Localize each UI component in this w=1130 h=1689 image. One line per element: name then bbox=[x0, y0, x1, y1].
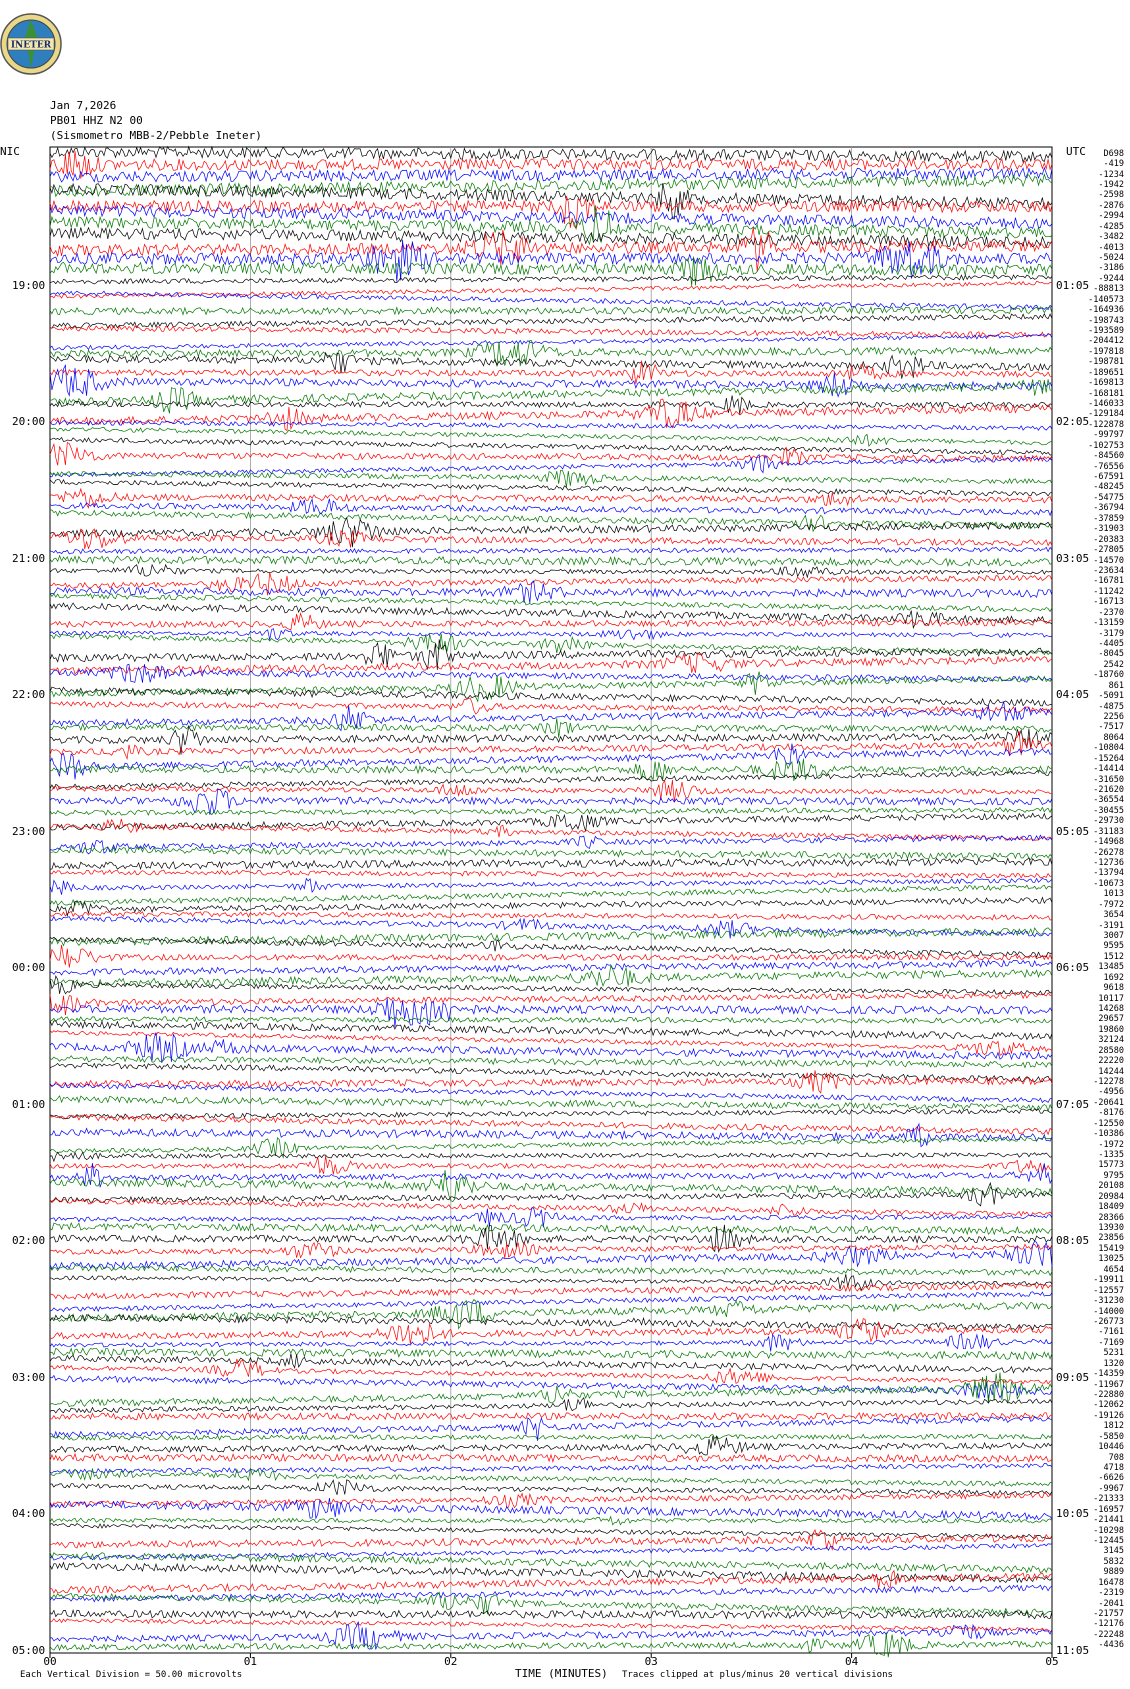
trace-offset-label: 9889 bbox=[1103, 1567, 1124, 1578]
trace-line bbox=[50, 992, 1052, 1015]
trace-offset-label: -10804 bbox=[1093, 743, 1124, 754]
trace-offset-label: 14244 bbox=[1098, 1066, 1124, 1077]
trace-offset-label: -29730 bbox=[1093, 816, 1124, 827]
trace-line bbox=[50, 529, 1052, 549]
trace-line bbox=[50, 1354, 1052, 1373]
trace-offset-label: 2256 bbox=[1103, 711, 1124, 722]
trace-offset-label: -12176 bbox=[1093, 1619, 1124, 1630]
trace-line bbox=[50, 421, 1052, 431]
trace-line bbox=[50, 1124, 1052, 1147]
trace-line bbox=[50, 1544, 1052, 1560]
trace-offset-label: -1335 bbox=[1098, 1150, 1124, 1161]
trace-line bbox=[50, 361, 1052, 384]
trace-offset-label: -1972 bbox=[1098, 1139, 1124, 1150]
trace-offset-label: -9967 bbox=[1098, 1483, 1124, 1494]
right-hour-label: 10:05 bbox=[1056, 1507, 1090, 1521]
trace-offset-label: -2876 bbox=[1098, 200, 1124, 211]
trace-offset-label: -198781 bbox=[1088, 357, 1124, 368]
trace-line bbox=[50, 291, 1052, 309]
trace-offset-label: 4654 bbox=[1103, 1264, 1124, 1275]
trace-line bbox=[50, 1152, 1052, 1161]
right-hour-label: 09:05 bbox=[1056, 1370, 1090, 1384]
trace-offset-label: -12557 bbox=[1093, 1285, 1124, 1296]
trace-offset-label: -8045 bbox=[1098, 649, 1124, 660]
trace-offset-label: -21757 bbox=[1093, 1608, 1124, 1619]
trace-offset-label: -193589 bbox=[1088, 326, 1124, 337]
trace-line bbox=[50, 1413, 1052, 1420]
trace-line bbox=[50, 1480, 1052, 1495]
trace-line bbox=[50, 314, 1052, 329]
trace-offset-label: -2598 bbox=[1098, 190, 1124, 201]
trace-offset-label: 28580 bbox=[1098, 1045, 1124, 1056]
trace-offset-label: 2542 bbox=[1103, 659, 1124, 670]
trace-line bbox=[50, 275, 1052, 284]
trace-offset-label: 10446 bbox=[1098, 1442, 1124, 1453]
trace-offset-label: -30455 bbox=[1093, 805, 1124, 816]
trace-offset-label: 13025 bbox=[1098, 1254, 1124, 1265]
trace-line bbox=[50, 1464, 1052, 1474]
trace-line bbox=[50, 1619, 1052, 1632]
trace-offset-label: -7161 bbox=[1098, 1327, 1124, 1338]
trace-offset-label: 15419 bbox=[1098, 1243, 1124, 1254]
trace-line bbox=[50, 1563, 1052, 1583]
trace-line bbox=[50, 634, 1052, 655]
trace-line bbox=[50, 629, 1052, 640]
trace-line bbox=[50, 966, 1052, 987]
logo-text: INETER bbox=[10, 40, 52, 51]
trace-offset-label: -4875 bbox=[1098, 701, 1124, 712]
instrument-label: (Sismometro MBB-2/Pebble Ineter) bbox=[50, 129, 262, 142]
left-hour-label: 00:00 bbox=[12, 961, 46, 975]
trace-offset-label: -2319 bbox=[1098, 1588, 1124, 1599]
trace-offset-label: -19911 bbox=[1093, 1275, 1124, 1286]
left-hour-label: 03:00 bbox=[12, 1370, 46, 1384]
trace-offset-label: -4285 bbox=[1098, 221, 1124, 232]
trace-offset-label: -22880 bbox=[1093, 1389, 1124, 1400]
trace-offset-label: -14000 bbox=[1093, 1306, 1124, 1317]
trace-offset-label: -84560 bbox=[1093, 451, 1124, 462]
left-hour-label: 21:00 bbox=[12, 551, 46, 565]
left-hour-label: 22:00 bbox=[12, 688, 46, 702]
trace-offset-label: -16781 bbox=[1093, 576, 1124, 587]
trace-line bbox=[50, 341, 1052, 367]
trace-line bbox=[50, 1021, 1052, 1040]
trace-offset-label: -168181 bbox=[1088, 388, 1124, 399]
left-hour-label: 04:00 bbox=[12, 1507, 46, 1521]
trace-offset-label: -146033 bbox=[1088, 399, 1124, 410]
trace-offset-label: -88813 bbox=[1093, 284, 1124, 295]
trace-offset-label: -204412 bbox=[1088, 336, 1124, 347]
trace-offset-label: -31650 bbox=[1093, 774, 1124, 785]
trace-line bbox=[50, 718, 1052, 737]
trace-line bbox=[50, 307, 1052, 315]
trace-offset-label: -19126 bbox=[1093, 1410, 1124, 1421]
trace-offset-label: 13485 bbox=[1098, 962, 1124, 973]
trace-offset-label: 1812 bbox=[1103, 1421, 1124, 1432]
trace-offset-label: 13930 bbox=[1098, 1223, 1124, 1234]
trace-offset-label: -12062 bbox=[1093, 1400, 1124, 1411]
trace-offset-label: -8176 bbox=[1098, 1108, 1124, 1119]
left-hour-label: 05:00 bbox=[12, 1644, 46, 1657]
right-hour-label: 02:05 bbox=[1056, 415, 1090, 429]
trace-line bbox=[50, 1315, 1052, 1330]
trace-line bbox=[50, 702, 1052, 731]
trace-offset-label: -2994 bbox=[1098, 211, 1124, 222]
trace-line bbox=[50, 565, 1052, 578]
trace-offset-label: -122878 bbox=[1088, 419, 1124, 430]
x-tick-label: 04 bbox=[844, 1655, 859, 1668]
trace-offset-label: 4718 bbox=[1103, 1462, 1124, 1473]
trace-line bbox=[50, 1359, 1052, 1384]
trace-offset-label: -198743 bbox=[1088, 315, 1124, 326]
trace-offset-label: -20383 bbox=[1093, 534, 1124, 545]
trace-offset-label: -10298 bbox=[1093, 1525, 1124, 1536]
trace-offset-label: -12736 bbox=[1093, 857, 1124, 868]
trace-offset-label: -197818 bbox=[1088, 346, 1124, 357]
trace-offset-label: -5091 bbox=[1098, 691, 1124, 702]
trace-offset-label: -13794 bbox=[1093, 868, 1124, 879]
trace-line bbox=[50, 1348, 1052, 1359]
trace-line bbox=[50, 1334, 1052, 1352]
trace-line bbox=[50, 813, 1052, 831]
trace-line bbox=[50, 1319, 1052, 1345]
right-hour-label: 07:05 bbox=[1056, 1097, 1090, 1111]
trace-offset-label: -7517 bbox=[1098, 722, 1124, 733]
trace-line bbox=[50, 945, 1052, 968]
trace-line bbox=[50, 790, 1052, 815]
trace-line bbox=[50, 1033, 1052, 1063]
trace-offset-label: -14414 bbox=[1093, 764, 1124, 775]
trace-offset-label: -26278 bbox=[1093, 847, 1124, 858]
left-hour-label: 02:00 bbox=[12, 1234, 46, 1248]
left-hour-label: 23:00 bbox=[12, 824, 46, 838]
trace-line bbox=[50, 878, 1052, 894]
trace-offset-label: -31183 bbox=[1093, 826, 1124, 837]
trace-line bbox=[50, 1530, 1052, 1550]
trace-offset-label: -4956 bbox=[1098, 1087, 1124, 1098]
x-tick-label: 03 bbox=[644, 1655, 658, 1668]
trace-offset-label: 20984 bbox=[1098, 1191, 1124, 1202]
trace-offset-label: 14268 bbox=[1098, 1004, 1124, 1015]
trace-line bbox=[50, 858, 1052, 869]
trace-line bbox=[50, 147, 1052, 163]
trace-offset-label: -169813 bbox=[1088, 378, 1124, 389]
trace-line bbox=[50, 1498, 1052, 1520]
right-timezone-label: UTC bbox=[1066, 145, 1086, 158]
trace-offset-label: -76556 bbox=[1093, 461, 1124, 472]
trace-offset-label: -12278 bbox=[1093, 1077, 1124, 1088]
trace-offset-label: -5850 bbox=[1098, 1431, 1124, 1442]
x-tick-label: 01 bbox=[243, 1655, 258, 1668]
trace-offset-label: 20108 bbox=[1098, 1181, 1124, 1192]
trace-offset-label: -36554 bbox=[1093, 795, 1124, 806]
trace-offset-label: 3654 bbox=[1103, 910, 1124, 921]
trace-line bbox=[50, 672, 1052, 702]
trace-line bbox=[50, 281, 1052, 298]
trace-offset-label: 5231 bbox=[1103, 1348, 1124, 1359]
trace-line bbox=[50, 443, 1052, 466]
trace-offset-label: 22220 bbox=[1098, 1056, 1124, 1067]
trace-offset-label: -4405 bbox=[1098, 638, 1124, 649]
trace-line bbox=[50, 1493, 1052, 1508]
right-hour-label: 04:05 bbox=[1056, 688, 1090, 702]
trace-offset-label: 708 bbox=[1108, 1452, 1124, 1463]
trace-offset-label: 1512 bbox=[1103, 951, 1124, 962]
trace-line bbox=[50, 1266, 1052, 1276]
right-hour-label: 11:05 bbox=[1056, 1644, 1090, 1657]
trace-line bbox=[50, 819, 1052, 840]
trace-offset-label: -12550 bbox=[1093, 1118, 1124, 1129]
trace-offset-label: -14968 bbox=[1093, 837, 1124, 848]
trace-line bbox=[50, 556, 1052, 566]
trace-offset-label: 32124 bbox=[1098, 1035, 1124, 1046]
trace-offset-label: 29657 bbox=[1098, 1014, 1124, 1025]
right-hour-label: 01:05 bbox=[1056, 278, 1090, 292]
left-hour-label: 19:00 bbox=[12, 278, 46, 292]
trace-offset-label: 5832 bbox=[1103, 1556, 1124, 1567]
trace-line bbox=[50, 489, 1052, 508]
trace-offset-label: 1013 bbox=[1103, 889, 1124, 900]
trace-line bbox=[50, 807, 1052, 815]
trace-line bbox=[50, 1083, 1052, 1102]
x-axis-label: TIME (MINUTES) bbox=[515, 1667, 608, 1680]
trace-offset-label: 9595 bbox=[1103, 941, 1124, 952]
trace-offset-label: -419 bbox=[1103, 159, 1124, 170]
trace-line bbox=[50, 1163, 1052, 1187]
trace-line bbox=[50, 581, 1052, 603]
trace-line bbox=[50, 1622, 1052, 1650]
trace-line bbox=[50, 353, 1052, 379]
date-label: Jan 7,2026 bbox=[50, 99, 117, 112]
trace-offset-label: 8064 bbox=[1103, 732, 1124, 743]
trace-offset-label: -21620 bbox=[1093, 784, 1124, 795]
channel-label: PB01 HHZ N2 00 bbox=[50, 114, 143, 127]
trace-offset-label: -26773 bbox=[1093, 1316, 1124, 1327]
trace-offset-label: -7169 bbox=[1098, 1337, 1124, 1348]
trace-line bbox=[50, 1571, 1052, 1594]
trace-line bbox=[50, 613, 1052, 629]
trace-offset-label: -9244 bbox=[1098, 273, 1124, 284]
trace-offset-label: -16957 bbox=[1093, 1504, 1124, 1515]
left-timezone-label: NIC bbox=[0, 145, 20, 158]
trace-offset-label: -2041 bbox=[1098, 1598, 1124, 1609]
trace-line bbox=[50, 1434, 1052, 1440]
trace-offset-label: 23856 bbox=[1098, 1233, 1124, 1244]
trace-line bbox=[50, 1199, 1052, 1216]
trace-line bbox=[50, 687, 1052, 706]
trace-line bbox=[50, 1170, 1052, 1202]
trace-line bbox=[50, 911, 1052, 920]
trace-line bbox=[50, 1223, 1052, 1234]
trace-offset-label: -15264 bbox=[1093, 753, 1124, 764]
x-tick-label: 05 bbox=[1045, 1655, 1059, 1668]
trace-offset-label: -102753 bbox=[1088, 440, 1124, 451]
trace-line bbox=[50, 547, 1052, 554]
trace-offset-label: -6626 bbox=[1098, 1473, 1124, 1484]
trace-offset-label: -3191 bbox=[1098, 920, 1124, 931]
trace-offset-label: 19860 bbox=[1098, 1024, 1124, 1035]
trace-line bbox=[50, 780, 1052, 802]
trace-offset-label: 861 bbox=[1108, 680, 1124, 691]
trace-offset-label: -3482 bbox=[1098, 232, 1124, 243]
x-tick-label: 00 bbox=[43, 1655, 57, 1668]
right-hour-label: 03:05 bbox=[1056, 551, 1090, 565]
trace-offset-label: 28366 bbox=[1098, 1212, 1124, 1223]
x-tick-label: 02 bbox=[444, 1655, 458, 1668]
trace-offset-label: -22248 bbox=[1093, 1629, 1124, 1640]
trace-offset-label: 1692 bbox=[1103, 972, 1124, 983]
trace-line bbox=[50, 1096, 1052, 1111]
trace-offset-label: -36794 bbox=[1093, 503, 1124, 514]
left-hour-label: 01:00 bbox=[12, 1097, 46, 1111]
trace-offset-label: 1320 bbox=[1103, 1358, 1124, 1369]
trace-offset-label: -11242 bbox=[1093, 586, 1124, 597]
trace-line bbox=[50, 438, 1052, 456]
trace-line bbox=[50, 1517, 1052, 1525]
trace-line bbox=[50, 365, 1052, 396]
trace-line bbox=[50, 898, 1052, 916]
trace-offset-label: -10386 bbox=[1093, 1129, 1124, 1140]
trace-offset-label: -10673 bbox=[1093, 878, 1124, 889]
trace-offset-label: -99797 bbox=[1093, 430, 1124, 441]
trace-line bbox=[50, 885, 1052, 905]
trace-line bbox=[50, 937, 1052, 957]
trace-line bbox=[50, 257, 1052, 286]
trace-line bbox=[50, 427, 1052, 446]
trace-offset-label: -31230 bbox=[1093, 1296, 1124, 1307]
trace-offset-label: -189651 bbox=[1088, 367, 1124, 378]
trace-line bbox=[50, 480, 1052, 496]
trace-line bbox=[50, 1376, 1052, 1399]
trace-line bbox=[50, 1454, 1052, 1462]
trace-offset-label: -2370 bbox=[1098, 607, 1124, 618]
trace-offset-label: -31903 bbox=[1093, 524, 1124, 535]
trace-offset-label: 18409 bbox=[1098, 1202, 1124, 1213]
trace-line bbox=[50, 1283, 1052, 1299]
trace-offset-label: -54775 bbox=[1093, 492, 1124, 503]
trace-offset-label: -14570 bbox=[1093, 555, 1124, 566]
right-hour-label: 06:05 bbox=[1056, 961, 1090, 975]
trace-offset-label: -14359 bbox=[1093, 1369, 1124, 1380]
trace-line bbox=[50, 1585, 1052, 1602]
trace-offset-label: -1234 bbox=[1098, 169, 1124, 180]
trace-line bbox=[50, 928, 1052, 946]
trace-line bbox=[50, 698, 1052, 714]
trace-offset-label: -37859 bbox=[1093, 513, 1124, 524]
trace-offset-label: -129184 bbox=[1088, 409, 1124, 420]
clip-note: Traces clipped at plus/minus 20 vertical divisions bbox=[622, 1670, 893, 1680]
trace-offset-label: -27805 bbox=[1093, 545, 1124, 556]
trace-offset-label: -21333 bbox=[1093, 1494, 1124, 1505]
trace-offset-label: -164936 bbox=[1088, 305, 1124, 316]
trace-line bbox=[50, 1610, 1052, 1619]
trace-line bbox=[50, 1523, 1052, 1538]
trace-offset-label: -11967 bbox=[1093, 1379, 1124, 1390]
trace-offset-label: -13159 bbox=[1093, 618, 1124, 629]
trace-line bbox=[50, 205, 1052, 228]
right-hour-label: 05:05 bbox=[1056, 824, 1090, 838]
trace-line bbox=[50, 499, 1052, 516]
trace-offset-label: -7972 bbox=[1098, 899, 1124, 910]
trace-offset-label: 16478 bbox=[1098, 1577, 1124, 1588]
trace-offset-label: -18760 bbox=[1093, 670, 1124, 681]
trace-line bbox=[50, 395, 1052, 414]
trace-offset-label: -4436 bbox=[1098, 1640, 1124, 1651]
trace-offset-label: 15773 bbox=[1098, 1160, 1124, 1171]
trace-line bbox=[50, 1109, 1052, 1119]
trace-line bbox=[50, 960, 1052, 975]
trace-line bbox=[50, 1225, 1052, 1252]
trace-line bbox=[50, 835, 1052, 854]
trace-line bbox=[50, 870, 1052, 878]
trace-offset-label: -48245 bbox=[1093, 482, 1124, 493]
trace-line bbox=[50, 326, 1052, 337]
trace-offset-label: 9618 bbox=[1103, 983, 1124, 994]
trace-offset-label: -140573 bbox=[1088, 294, 1124, 305]
trace-offset-label: 9795 bbox=[1103, 1170, 1124, 1181]
trace-line bbox=[50, 168, 1052, 182]
trace-offset-label: -23634 bbox=[1093, 565, 1124, 576]
right-hour-label: 08:05 bbox=[1056, 1234, 1090, 1248]
trace-offset-label: -3179 bbox=[1098, 628, 1124, 639]
trace-offset-label: -1942 bbox=[1098, 180, 1124, 190]
trace-offset-label: -3186 bbox=[1098, 263, 1124, 274]
trace-line bbox=[50, 916, 1052, 938]
trace-offset-label: D698 bbox=[1103, 148, 1124, 159]
trace-line bbox=[50, 1436, 1052, 1455]
left-hour-label: 20:00 bbox=[12, 415, 46, 429]
trace-offset-label: 3007 bbox=[1103, 931, 1124, 941]
trace-offset-label: -21441 bbox=[1093, 1515, 1124, 1526]
trace-line bbox=[50, 1070, 1052, 1093]
trace-offset-label: -5024 bbox=[1098, 253, 1124, 264]
trace-offset-label: 10117 bbox=[1098, 993, 1124, 1004]
trace-offset-label: -12445 bbox=[1093, 1535, 1124, 1546]
trace-line bbox=[50, 1156, 1052, 1175]
trace-offset-label: 3145 bbox=[1103, 1546, 1124, 1557]
trace-offset-label: -67591 bbox=[1093, 472, 1124, 483]
trace-offset-label: -4013 bbox=[1098, 242, 1124, 253]
trace-offset-label: -20641 bbox=[1093, 1097, 1124, 1108]
trace-offset-label: -16713 bbox=[1093, 597, 1124, 608]
scale-note: Each Vertical Division = 50.00 microvolts bbox=[20, 1670, 243, 1680]
